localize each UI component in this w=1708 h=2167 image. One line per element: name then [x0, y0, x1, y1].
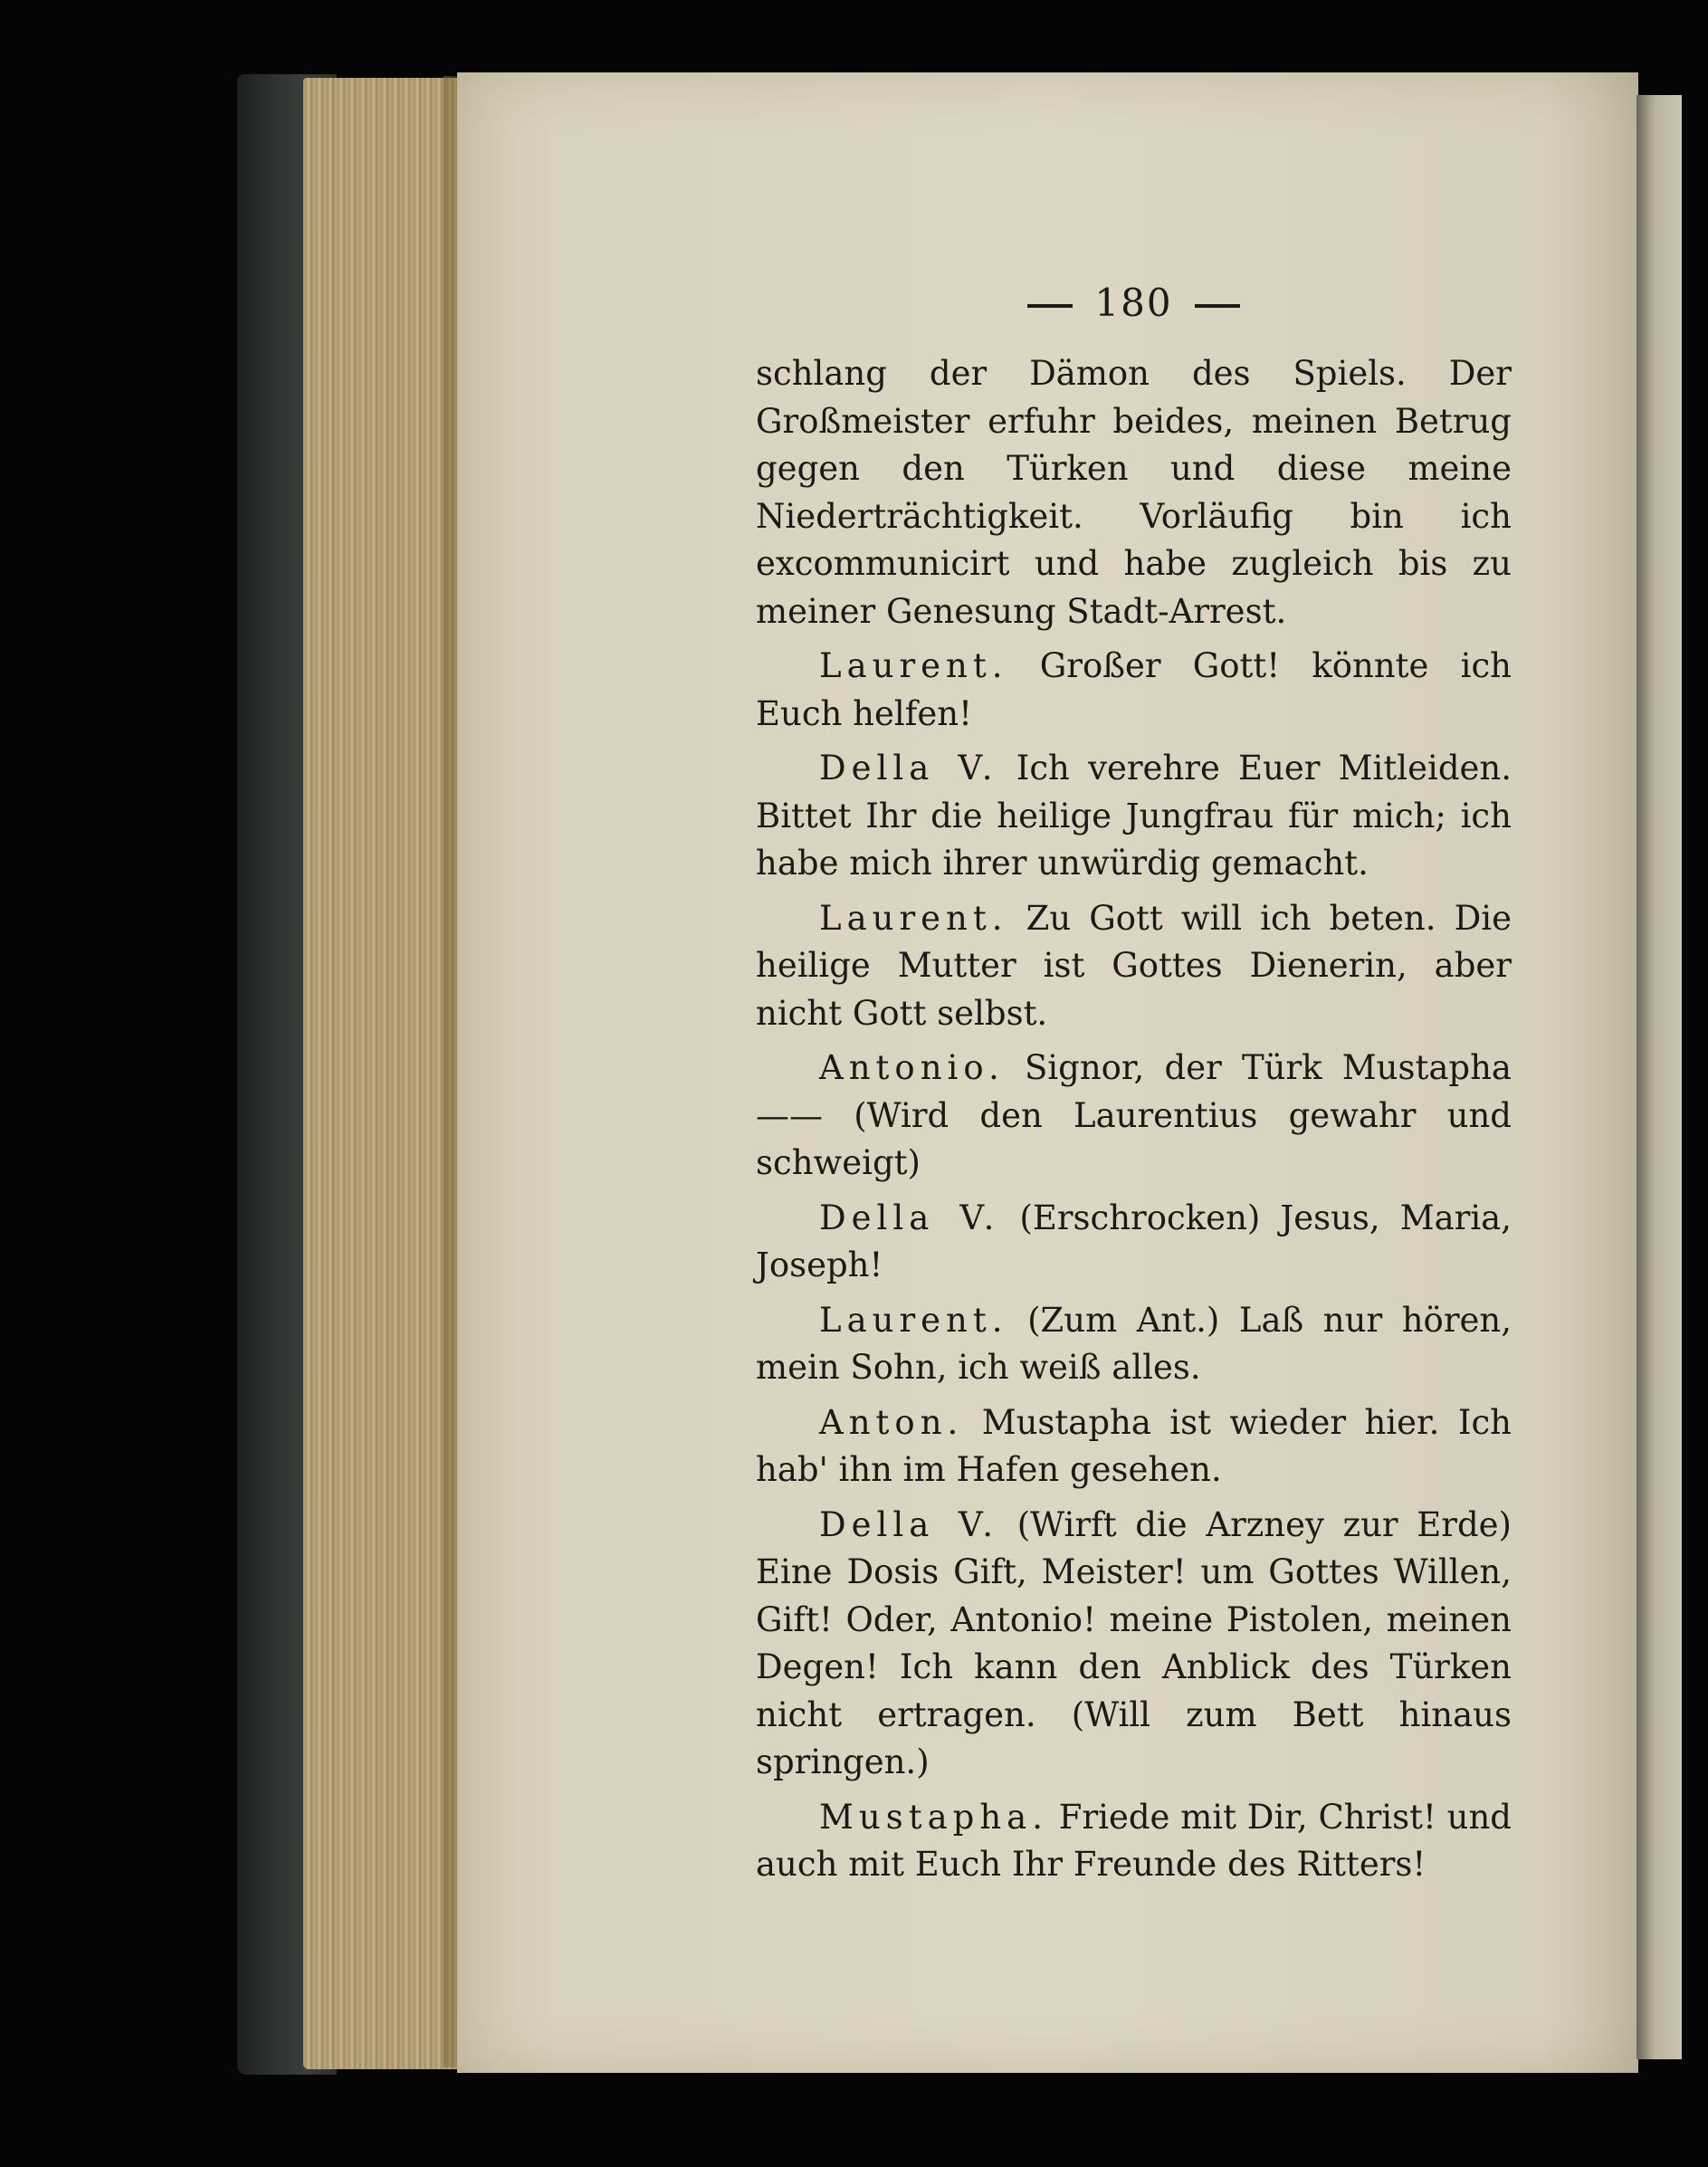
page-edges [303, 78, 466, 2069]
paragraph-text: Mustapha ist wieder hier. Ich hab' ihn im Hafen gesehen. [756, 1402, 1512, 1489]
speaker-name: Laurent. [819, 898, 1008, 938]
paragraph [756, 1045, 1512, 1188]
speaker-name: Della V. [819, 1504, 998, 1544]
paragraph-text: Zu Gott will ich beten. Die heilige Mutter ist Gottes Dienerin, aber nicht Gott selbst. [756, 898, 1512, 1033]
next-page-edge [1636, 95, 1682, 2059]
speaker-name: Anton. [819, 1402, 964, 1442]
header-dash-right [1195, 304, 1240, 308]
paragraph-text: schlang der Dämon des Spiels. Der Großmeister erfuhr beides, meinen Betrug gegen den Türken und diese meine Niederträchtigkeit. Vorläufig bin ich excommunicirt und habe zugleich bis zu meiner Genesung Stadt-Arrest. [756, 354, 1512, 631]
paragraph [756, 1297, 1512, 1392]
paragraph-text: Ich verehre Euer Mitleiden. Bittet Ihr die heilige Jungfrau für mich; ich habe mich ihrer unwürdig gemacht. [756, 749, 1512, 883]
paragraph [756, 1195, 1512, 1290]
speaker-name: Della V. [819, 749, 998, 788]
speaker-name: Della V. [819, 1198, 1000, 1237]
page-header [756, 276, 1512, 330]
paragraph-text: Großer Gott! könnte ich Euch helfen! [756, 646, 1512, 733]
speaker-name: Laurent. [819, 646, 1008, 685]
paragraph-text: (Zum Ant.) Laß nur hören, mein Sohn, ich weiß alles. [756, 1300, 1512, 1387]
paragraph [756, 1502, 1512, 1787]
paragraph [756, 895, 1512, 1038]
paragraph-text: Friede mit Dir, Christ! und auch mit Euch Ihr Freunde des Ritters! [756, 1797, 1512, 1884]
speaker-name: Mustapha. [819, 1797, 1048, 1837]
paragraph [756, 1794, 1512, 1889]
paragraph [756, 350, 1512, 635]
paragraph-text: (Erschrocken) Jesus, Maria, Joseph! [756, 1198, 1512, 1284]
speaker-name: Laurent. [819, 1300, 1008, 1340]
paragraph-text: Signor, der Türk Mustapha —— (Wird den Laurentius gewahr und schweigt) [756, 1048, 1512, 1182]
header-dash-left [1027, 304, 1073, 308]
paragraph [756, 643, 1512, 738]
paragraph [756, 1399, 1512, 1494]
speaker-name: Antonio. [819, 1048, 1005, 1087]
paragraph-text: (Wirft die Arzney zur Erde) Eine Dosis Gift, Meister! um Gottes Willen, Gift! Oder, Antonio! meine Pistolen, meinen Degen! Ich kann den Anblick des Türken nicht ertragen. (Will zum Bett hinaus springen.) [756, 1504, 1512, 1781]
page-text [756, 276, 1512, 1896]
paragraph [756, 745, 1512, 888]
page-number: 180 [1094, 281, 1173, 325]
